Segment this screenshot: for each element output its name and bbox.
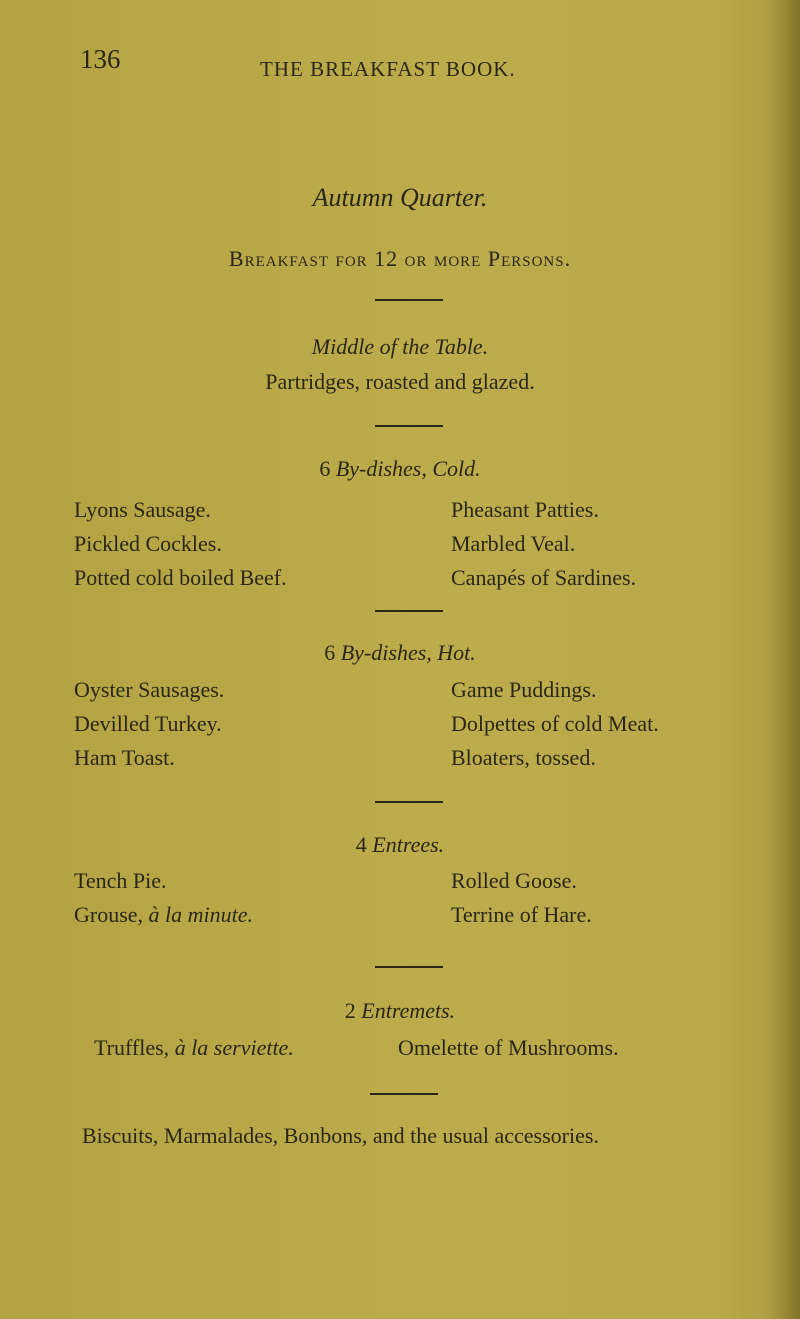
menu-subtitle: Breakfast for 12 or more Persons. [228,246,572,271]
entremet-dish-text: Truffles, [94,1035,175,1060]
entree-dish-left [74,868,167,894]
entree-dish-text: Grouse, [74,902,149,927]
cold-dish-right: Marbled Veal. [451,531,576,556]
entree-dish-left [74,902,253,928]
hot-heading [0,640,800,666]
divider-rule [375,966,443,968]
hot-dish-right: Game Puddings. [451,677,597,702]
entremets-heading-text: Entremets. [361,998,456,1023]
middle-heading: Middle of the Table. [311,334,489,359]
divider-rule [370,1093,438,1095]
hot-heading-text: By-dishes, Hot. [340,640,476,665]
running-head: THE BREAKFAST BOOK. [260,57,516,81]
entremets-count: 2 [344,998,356,1023]
divider-rule [375,801,443,803]
entree-dish-text: Tench Pie. [74,868,167,893]
cold-dish-left: Potted cold boiled Beef. [74,565,287,590]
divider-rule [375,610,443,612]
entrees-count: 4 [355,832,367,857]
entremets-heading [0,998,800,1024]
divider-rule [375,425,443,427]
cold-heading-text: By-dishes, Cold. [335,456,481,481]
hot-dish-right: Dolpettes of cold Meat. [451,711,659,736]
entree-dish-italic: à la minute. [148,902,254,927]
entremet-dish-italic: à la serviette. [174,1035,294,1060]
entree-dish-right: Rolled Goose. [451,868,577,893]
cold-dish-left: Lyons Sausage. [74,497,211,522]
entrees-heading [0,832,800,858]
accessories-line: Biscuits, Marmalades, Bonbons, and the usual accessories. [82,1123,599,1148]
hot-dish-left: Ham Toast. [74,745,175,770]
divider-rule [375,299,443,301]
entree-dish-right: Terrine of Hare. [451,902,592,927]
entrees-heading-text: Entrees. [372,832,445,857]
cold-dish-left: Pickled Cockles. [74,531,222,556]
middle-dish: Partridges, roasted and glazed. [265,369,535,394]
cold-heading [0,456,800,482]
hot-dish-left: Oyster Sausages. [74,677,225,702]
cold-count: 6 [319,456,331,481]
cold-dish-right: Canapés of Sardines. [451,565,637,590]
page-number: 136 [80,44,121,74]
entremet-dish-left [94,1035,294,1061]
hot-dish-left: Devilled Turkey. [74,711,222,736]
hot-dish-right: Bloaters, tossed. [451,745,596,770]
hot-count: 6 [324,640,336,665]
entremet-dish-right: Omelette of Mushrooms. [398,1035,619,1060]
menu-title: Autumn Quarter. [312,183,488,212]
cold-dish-right: Pheasant Patties. [451,497,599,522]
